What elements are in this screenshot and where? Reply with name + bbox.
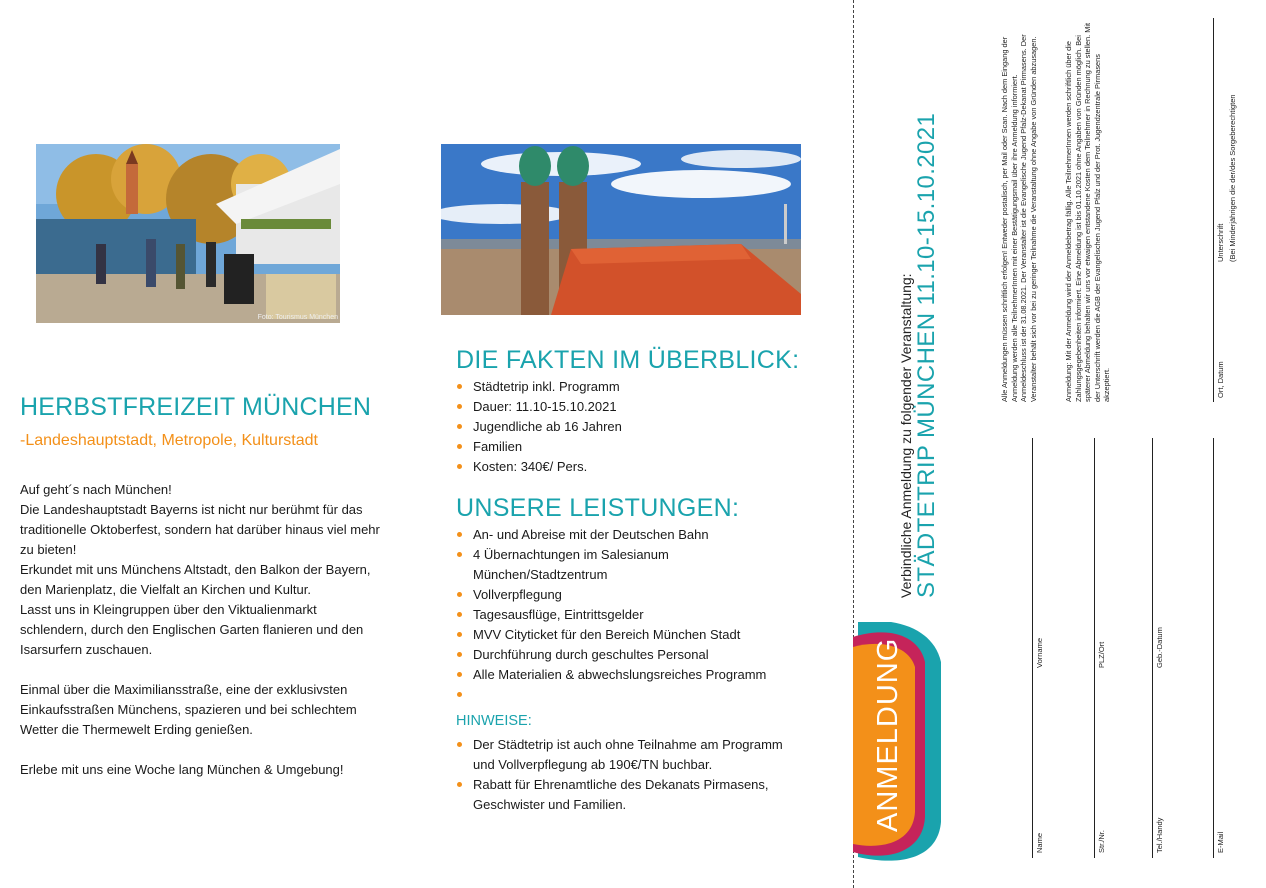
intro-text bbox=[20, 480, 380, 780]
facts-heading: DIE FAKTEN IM ÜBERBLICK: bbox=[456, 346, 800, 374]
notes-heading: HINWEISE: bbox=[456, 713, 532, 729]
form-line bbox=[1152, 438, 1153, 858]
list-item: Der Städtetrip ist auch ohne Teilnahme am Programm und Vollverpflegung ab 190€/TN buchbar. bbox=[456, 735, 806, 775]
field-label-phone: Tel./Handy bbox=[1155, 817, 1164, 853]
field-label-name: Name bbox=[1035, 832, 1044, 853]
terms-text: Alle Anmeldungen müssen schriftlich erfolgen! Entweder postalisch, per Mail oder Scan. Nach dem Eingang der Anmeldung werden alle TeilnehmerInnen mit einer Bestätigungsmail über ihre Anmeldung informiert. Anmeldeschluss ist der 31.08.2021. Der Veranstalter ist die Evangelische Jugend Pfalz-Dekanat Pirmasens. Der Veranstalter behält sich vor bei zu geringer Teilnahme die Veranstaltung ohne Angabe von Gründen abzusagen. bbox=[1000, 34, 1038, 402]
list-item: Dauer: 11.10-15.10.2021 bbox=[456, 397, 806, 417]
terms-text: Anmeldung: Mit der Anmeldung wird der Anmeldebetrag fällig. Alle TeilnehmerInnen werden schriftlich über die Zahlungsgegebenheiten informiert. Eine Abmeldung ist bis 01.10.2021 ohne Angaben von Gründen möglich. Bei späterer Abmeldung behalten wir uns vor etwaigen entstandene Kosten dem Teilnehmer in Rechnung zu stellen. Mit der Unterschrift werden die AGB der Evangelischen Jugend Pfalz und der Prot. Jugendzentrale Pirmasens akzeptiert. bbox=[1064, 22, 1111, 402]
list-item bbox=[456, 685, 806, 705]
list-item: Familien bbox=[456, 437, 806, 457]
field-label-email: E-Mail bbox=[1216, 831, 1225, 853]
viktualienmarkt-photo bbox=[36, 144, 340, 323]
event-title: STÄDTETRIP MÜNCHEN 11.10-15.10.2021 bbox=[913, 112, 940, 598]
frauenkirche-photo bbox=[441, 144, 801, 315]
list-item: Durchführung durch geschultes Personal bbox=[456, 645, 806, 665]
list-item: Tagesausflüge, Eintrittsgelder bbox=[456, 605, 806, 625]
anmeldung-label: ANMELDUNG bbox=[872, 637, 904, 832]
list-item: Städtetrip inkl. Programm bbox=[456, 377, 806, 397]
services-heading: UNSERE LEISTUNGEN: bbox=[456, 494, 740, 522]
field-label-birthdate: Geb.-Datum bbox=[1155, 627, 1164, 668]
notes-list bbox=[456, 735, 806, 815]
list-item: An- und Abreise mit der Deutschen Bahn bbox=[456, 525, 806, 545]
signature-line bbox=[1213, 18, 1214, 402]
binding-registration-line: Verbindliche Anmeldung zu folgender Veranstaltung: bbox=[898, 273, 914, 598]
form-line bbox=[1213, 438, 1214, 858]
list-item: Vollverpflegung bbox=[456, 585, 806, 605]
form-line bbox=[1032, 438, 1033, 858]
field-label-street: Str./Nr. bbox=[1097, 830, 1106, 853]
list-item: Kosten: 340€/ Pers. bbox=[456, 457, 806, 477]
photo-credit: Foto: Tourismus München bbox=[257, 314, 338, 321]
facts-list bbox=[456, 377, 806, 477]
form-line bbox=[1094, 438, 1095, 858]
list-item: Jugendliche ab 16 Jahren bbox=[456, 417, 806, 437]
list-item: Alle Materialien & abwechslungsreiches Programm bbox=[456, 665, 806, 685]
field-label-ort-datum: Ort, Datum bbox=[1216, 361, 1225, 398]
page-subtitle: -Landeshauptstadt, Metropole, Kulturstadt bbox=[20, 432, 318, 449]
list-item: MVV Cityticket für den Bereich München Stadt bbox=[456, 625, 806, 645]
field-label-signature: Unterschrift bbox=[1216, 223, 1225, 262]
intro-line: Auf geht´s nach München! bbox=[20, 482, 172, 497]
signature-note: (Bei Minderjährigen die der/des Sorgeberechtigten bbox=[1228, 94, 1237, 262]
intro-line: Erkundet mit uns Münchens Altstadt, den Balkon der Bayern, den Marienplatz, die Vielfalt an Kirchen und Kultur. bbox=[20, 562, 371, 597]
list-item: 4 Übernachtungen im Salesianum München/Stadtzentrum bbox=[456, 545, 806, 585]
intro-paragraph: Einmal über die Maximiliansstraße, eine der exklusivsten Einkaufsstraßen Münchens, spazieren und bei schlechtem Wetter die Thermewelt Erding genießen. bbox=[20, 682, 357, 737]
intro-line: Lasst uns in Kleingruppen über den Viktualienmarkt schlendern, durch den Englischen Garten flanieren und den Isarsurfern zuschauen. bbox=[20, 602, 364, 657]
list-item: Rabatt für Ehrenamtliche des Dekanats Pirmasens, Geschwister und Familien. bbox=[456, 775, 806, 815]
intro-closing: Erlebe mit uns eine Woche lang München & Umgebung! bbox=[20, 762, 344, 777]
intro-line: Die Landeshauptstadt Bayerns ist nicht nur berühmt für das traditionelle Oktoberfest, sondern hat darüber hinaus viel mehr zu bieten! bbox=[20, 502, 380, 557]
field-label-plz: PLZ/Ort bbox=[1097, 641, 1106, 668]
services-list bbox=[456, 525, 806, 705]
field-label-vorname: Vorname bbox=[1035, 637, 1044, 668]
page-title: HERBSTFREIZEIT MÜNCHEN bbox=[20, 393, 372, 421]
